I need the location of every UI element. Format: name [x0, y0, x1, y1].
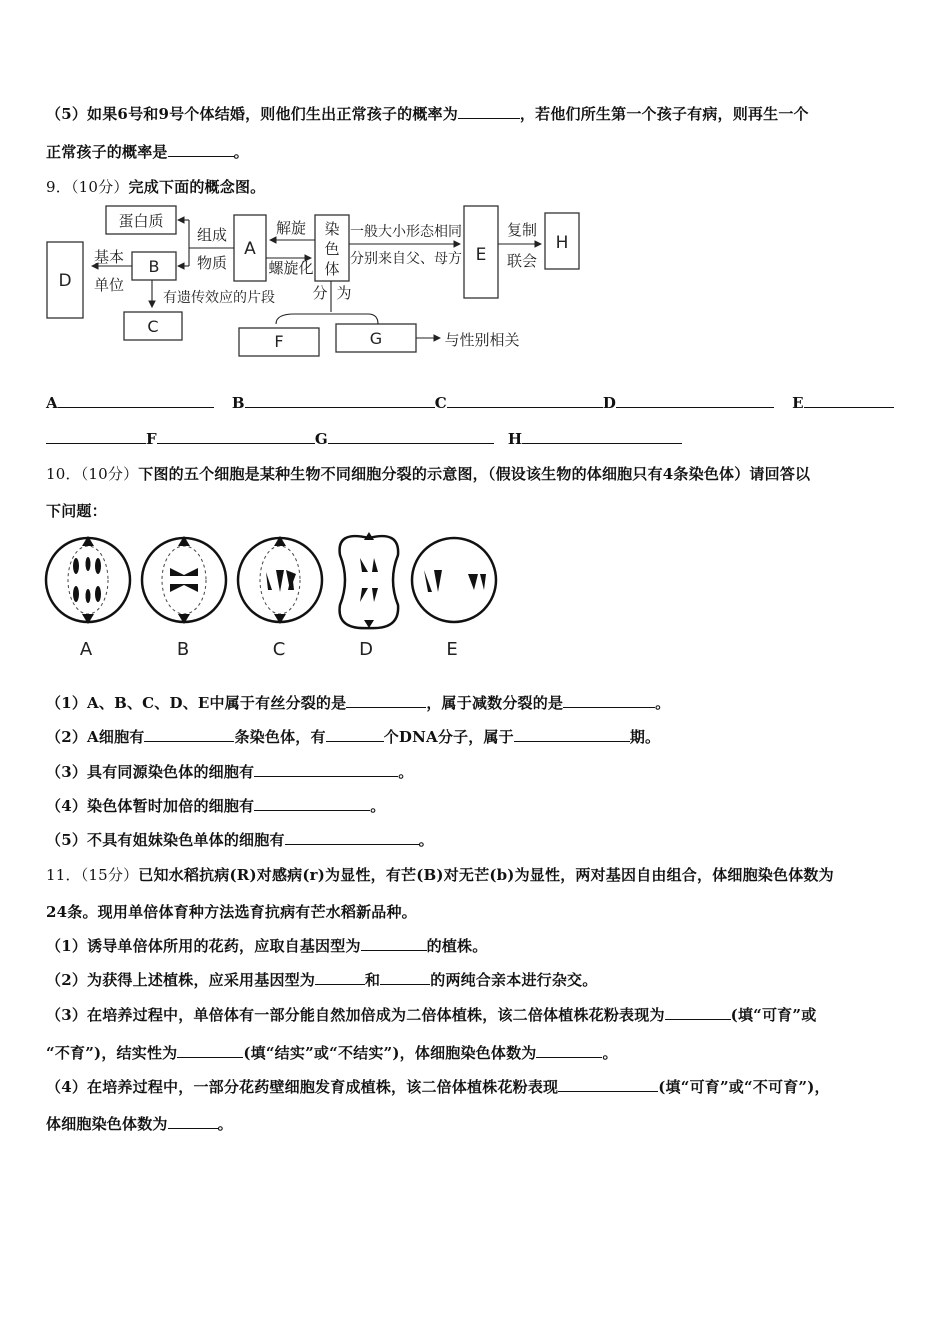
answer-blank[interactable]	[536, 1042, 602, 1058]
cell-label-e: E	[446, 639, 458, 660]
answer-blank-a[interactable]	[58, 392, 214, 408]
q8-5-line1	[46, 103, 809, 124]
answer-blank-b[interactable]	[245, 392, 435, 408]
q10-p1-text-c: 。	[655, 694, 671, 712]
answer-blank[interactable]	[346, 692, 426, 708]
q11-p3	[46, 1004, 816, 1025]
question-text-2: 24条。现用单倍体育种方法选育抗病有芒水稻新品种。	[46, 903, 417, 921]
q8-5-text-b: ，若他们所生第一个孩子有病，则再生一个	[519, 105, 809, 123]
label-sex: 与性别相关	[444, 331, 520, 349]
label-divide1: 分	[312, 284, 328, 302]
label-divide2: 为	[336, 284, 352, 302]
q8-5-text2-b: 。	[233, 143, 249, 161]
q10-p2-text-c: 个DNA分子，属于	[383, 728, 514, 746]
label-a: A	[244, 239, 256, 259]
label-replicate: 复制	[506, 221, 538, 239]
concept-map	[44, 200, 584, 362]
answer-blank[interactable]	[563, 692, 655, 708]
label-d: D	[58, 271, 72, 291]
q10-p3-text: （3）具有同源染色体的细胞有	[46, 763, 255, 781]
question-text: 已知水稻抗病(R)对感病(r)为显性，有芒(B)对无芒(b)为显性，两对基因自由组合，体细胞染色体数为	[138, 866, 834, 884]
cell-a	[46, 538, 130, 622]
answer-blank[interactable]	[177, 1042, 243, 1058]
answer-blank[interactable]	[380, 969, 430, 985]
cell-label-d: D	[359, 639, 373, 660]
q10-p1-text-b: ，属于减数分裂的是	[426, 694, 564, 712]
q11-p4-text: （4）在培养过程中，一部分花药壁细胞发育成植株，该二倍体植株花粉表现	[46, 1078, 559, 1096]
label-f: F	[274, 332, 284, 351]
label-b: B	[148, 257, 160, 276]
q11-header-2	[46, 901, 417, 922]
q10-p5-text: （5）不具有姐妹染色单体的细胞有	[46, 831, 285, 849]
q11-p4-text-d: 。	[217, 1115, 233, 1133]
q8-5-text: （5）如果6号和9号个体结婚，则他们生出正常孩子的概率为	[46, 105, 458, 123]
q10-p2-text: （2）A细胞有	[46, 728, 145, 746]
question-text: 完成下面的概念图。	[128, 178, 266, 196]
label-coil: 螺旋化	[268, 259, 314, 277]
q11-p4	[46, 1076, 830, 1097]
cell-label-a: A	[79, 639, 93, 660]
q11-p4-text-c: 体细胞染色体数为	[46, 1115, 168, 1133]
q8-5-text2: 正常孩子的概率是	[46, 143, 168, 161]
answer-blank[interactable]	[144, 726, 234, 742]
answer-blank-d[interactable]	[616, 392, 774, 408]
q11-p3-text-d: (填“结实”或“不结实”)，体细胞染色体数为	[243, 1044, 537, 1062]
answer-blank[interactable]	[285, 829, 419, 845]
answer-label-f: F	[146, 430, 157, 448]
cell-label-b: B	[176, 639, 190, 660]
q11-p3-text-b: (填“可育”或	[730, 1006, 817, 1024]
answer-label-e: E	[792, 394, 804, 412]
answer-blank[interactable]	[458, 103, 520, 119]
q11-p2-text: （2）为获得上述植株，应采用基因型为	[46, 971, 316, 989]
q10-p3	[46, 761, 413, 782]
label-c: C	[147, 317, 159, 336]
q10-p4-text-b: 。	[370, 797, 386, 815]
answer-label-h: H	[507, 430, 523, 448]
q10-header	[46, 463, 810, 484]
label-fragment: 有遗传效应的片段	[163, 290, 275, 306]
q10-p1-text: （1）A、B、C、D、E中属于有丝分裂的是	[46, 694, 347, 712]
answer-label-b: B	[231, 394, 245, 412]
q10-p1	[46, 692, 670, 713]
q11-p1	[46, 935, 487, 956]
answer-blank[interactable]	[361, 935, 427, 951]
label-chromosome-3: 体	[324, 260, 340, 278]
answer-blank-e[interactable]	[804, 392, 894, 408]
answer-label-g: G	[314, 430, 328, 448]
q9-answers-2	[46, 428, 682, 448]
answer-blank-e2[interactable]	[46, 428, 146, 444]
label-synapsis: 联会	[506, 252, 538, 270]
answer-blank[interactable]	[326, 726, 384, 742]
label-compose2: 物质	[196, 254, 228, 272]
q11-p3-text-e: 。	[602, 1044, 618, 1062]
q10-header-2	[46, 500, 107, 521]
answer-blank[interactable]	[254, 795, 370, 811]
q11-p3-text-c: “不育”)，结实性为	[46, 1044, 178, 1062]
answer-blank[interactable]	[665, 1004, 731, 1020]
label-chromosome-2: 色	[324, 240, 340, 258]
question-score: （10分）	[70, 178, 129, 196]
label-from-parents: 分别来自父、母方	[350, 251, 462, 267]
cell-label-c: C	[272, 639, 286, 660]
cell-d	[340, 536, 399, 628]
q10-p3-text-b: 。	[398, 763, 414, 781]
answer-blank[interactable]	[315, 969, 365, 985]
label-same-size: 一般大小形态相同	[350, 224, 462, 240]
answer-label-d: D	[602, 394, 617, 412]
q9-header	[46, 176, 265, 197]
label-protein: 蛋白质	[118, 212, 164, 230]
label-basic2: 单位	[93, 276, 125, 294]
question-score: （15分）	[80, 866, 139, 884]
answer-blank[interactable]	[254, 761, 398, 777]
q8-5-line2	[46, 141, 249, 162]
q10-p4-text: （4）染色体暂时加倍的细胞有	[46, 797, 255, 815]
label-chromosome-1: 染	[324, 220, 340, 238]
answer-blank-c[interactable]	[447, 392, 603, 408]
answer-blank[interactable]	[514, 726, 630, 742]
label-e: E	[475, 245, 487, 265]
q11-p1-text: （1）诱导单倍体所用的花药，应取自基因型为	[46, 937, 361, 955]
answer-label-c: C	[434, 394, 447, 412]
label-unwind: 解旋	[275, 219, 307, 237]
q11-p2-text-b: 和	[365, 971, 381, 989]
q10-p2-text-d: 期。	[629, 728, 661, 746]
label-h: H	[555, 233, 569, 253]
q10-p2	[46, 726, 660, 747]
q11-p1-text-b: 的植株。	[426, 937, 488, 955]
label-basic1: 基本	[93, 248, 125, 266]
q11-p4-text-b: (填“可育”或“不可育”)，	[658, 1078, 830, 1096]
q9-answers-1	[46, 392, 894, 412]
q11-p2-text-c: 的两纯合亲本进行杂交。	[430, 971, 598, 989]
question-score: （10分）	[80, 465, 139, 483]
answer-blank-g[interactable]	[328, 428, 494, 444]
q11-header	[46, 864, 834, 885]
answer-blank[interactable]	[168, 141, 234, 157]
q10-p5-text-b: 。	[418, 831, 434, 849]
question-text-2: 下问题：	[46, 502, 107, 520]
question-text: 下图的五个细胞是某种生物不同细胞分裂的示意图，（假设该生物的体细胞只有4条染色体）请回答以	[138, 465, 811, 483]
q11-p2	[46, 969, 597, 990]
answer-blank-h[interactable]	[522, 428, 682, 444]
answer-blank[interactable]	[168, 1113, 218, 1129]
question-number: 10．	[46, 465, 81, 483]
cell-division-figure	[40, 530, 510, 660]
answer-blank-f[interactable]	[157, 428, 315, 444]
q10-p2-text-b: 条染色体，有	[234, 728, 326, 746]
label-g: G	[369, 329, 383, 348]
q11-p4-line2	[46, 1113, 233, 1134]
question-number: 11．	[46, 866, 81, 884]
question-number: 9．	[46, 178, 71, 196]
q10-p4	[46, 795, 385, 816]
q11-p3-line2	[46, 1042, 618, 1063]
label-compose1: 组成	[196, 226, 228, 244]
q10-p5	[46, 829, 434, 850]
q11-p3-text: （3）在培养过程中，单倍体有一部分能自然加倍成为二倍体植株，该二倍体植株花粉表现为	[46, 1006, 665, 1024]
cell-b	[142, 538, 226, 622]
answer-blank[interactable]	[558, 1076, 658, 1092]
answer-label-a: A	[46, 394, 58, 412]
